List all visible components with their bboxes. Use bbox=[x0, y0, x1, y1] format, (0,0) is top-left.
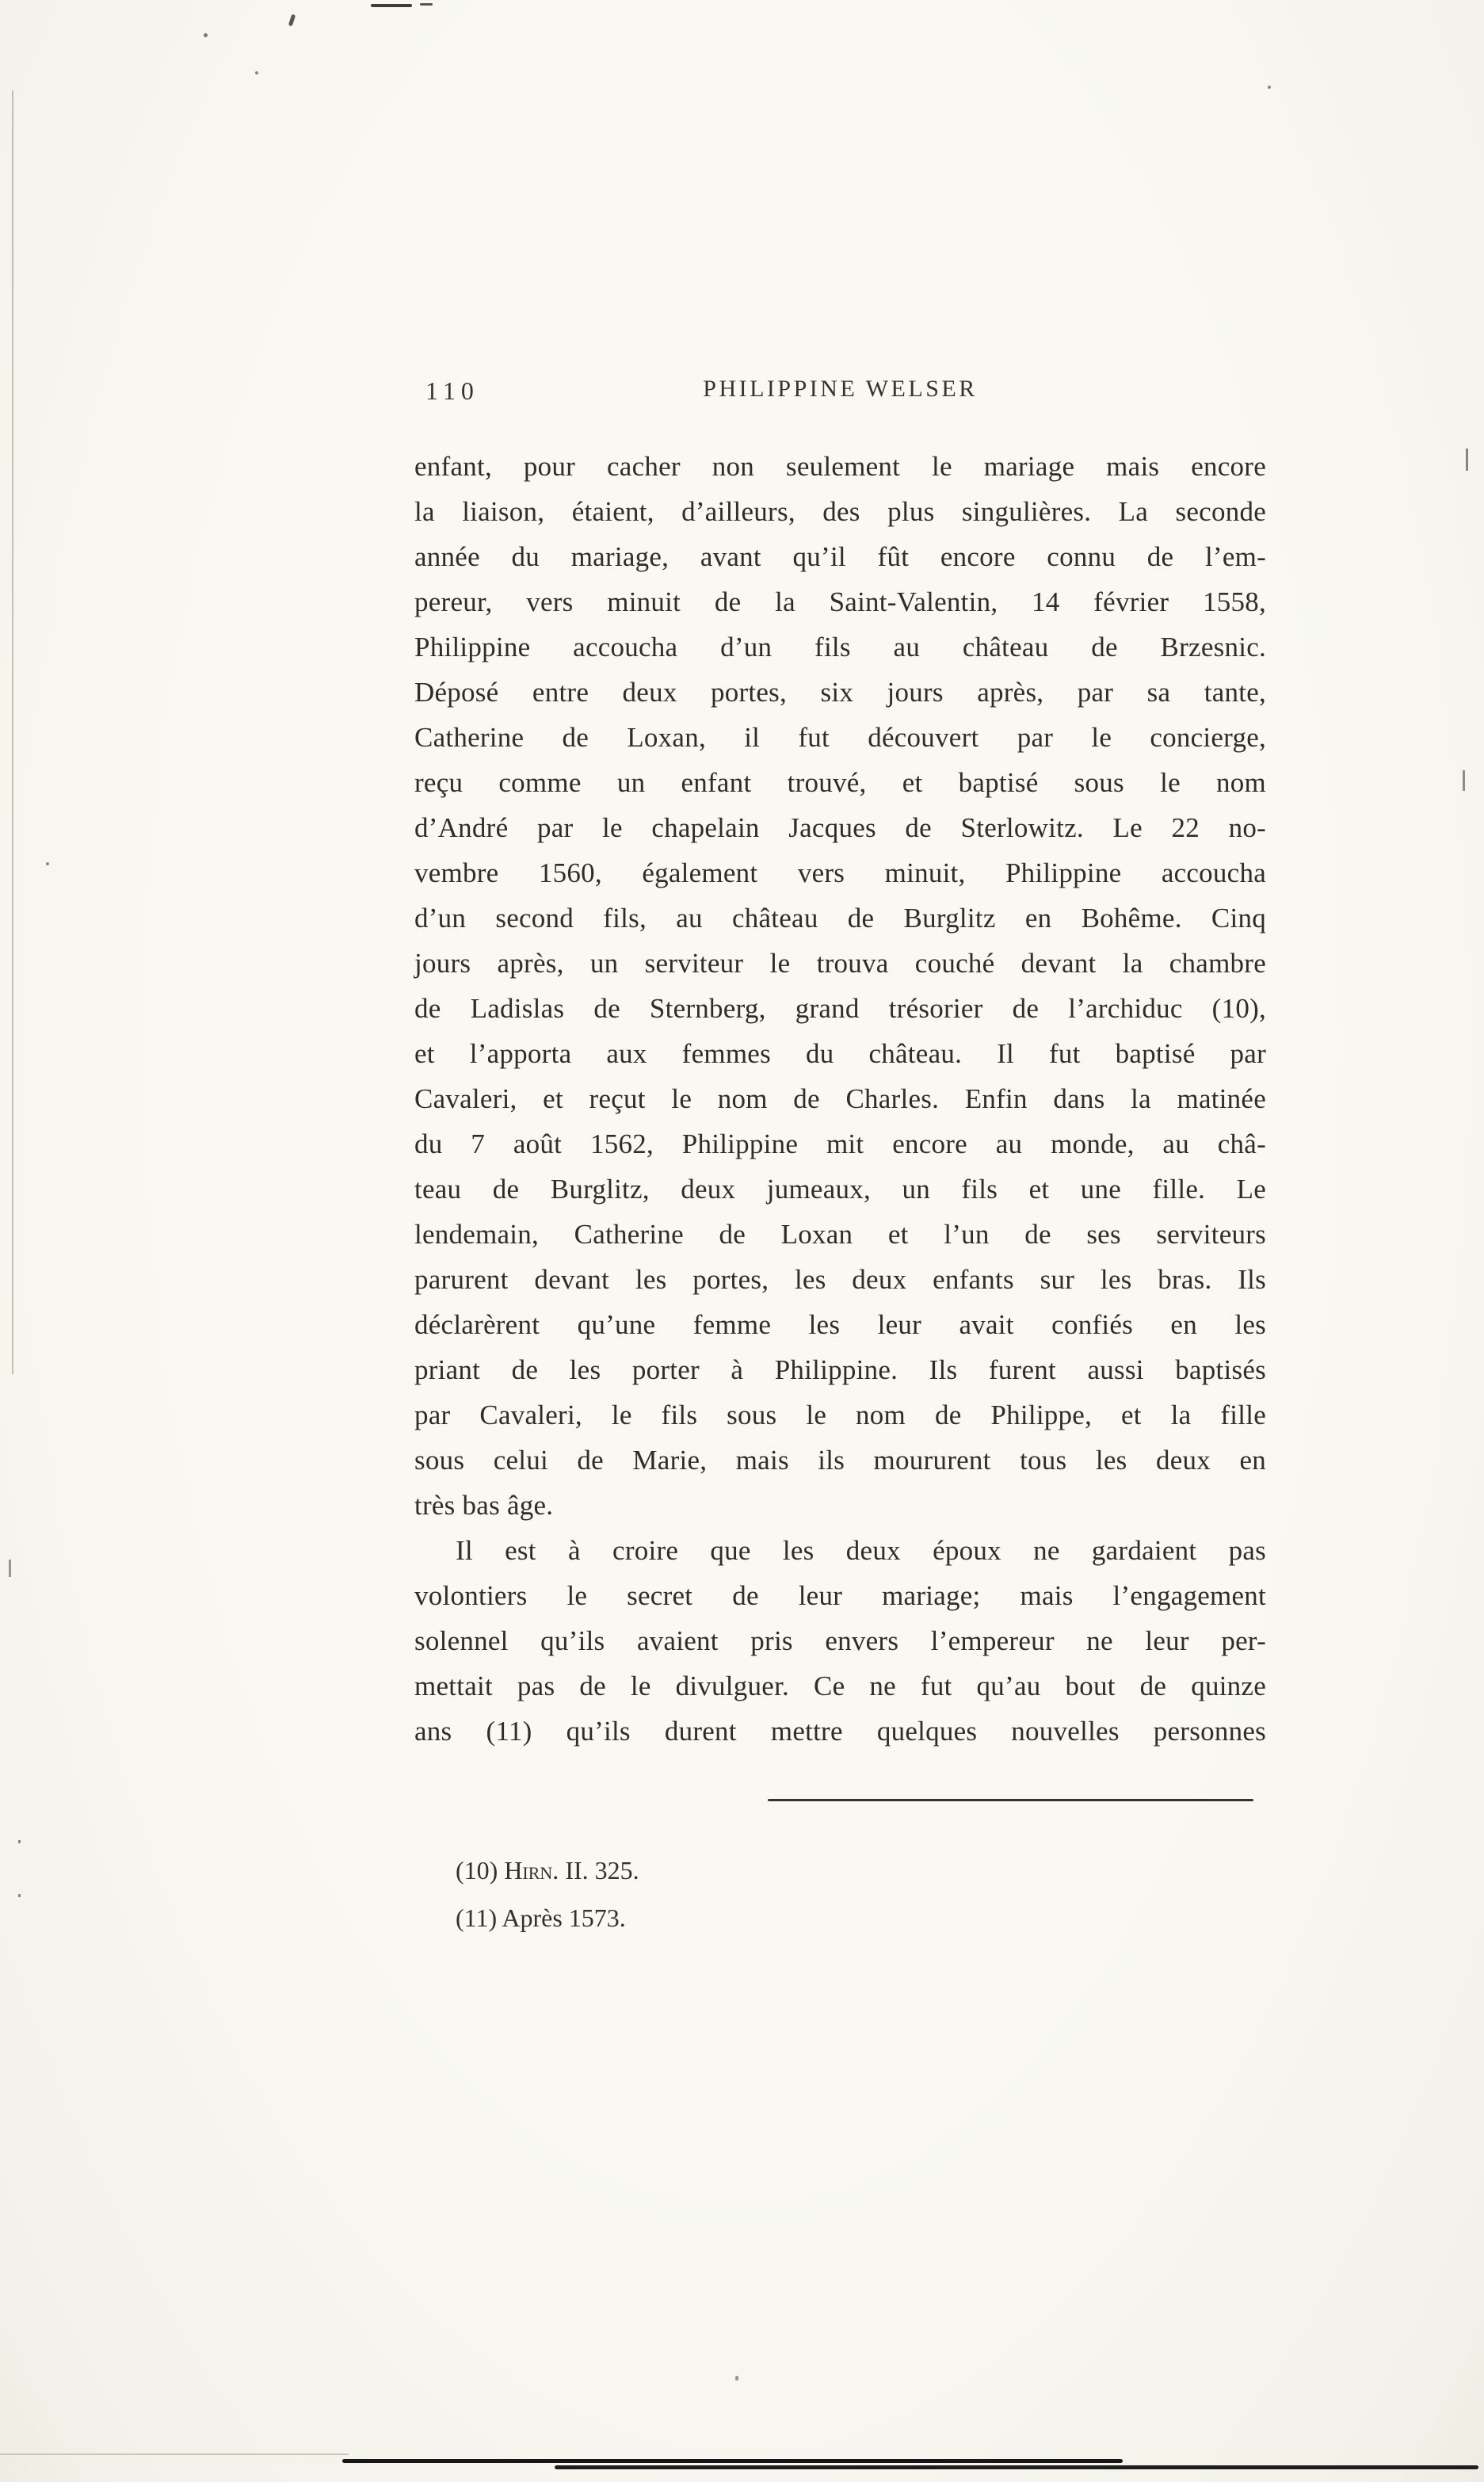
footnote-10 bbox=[456, 1846, 639, 1894]
scan-artifact-dot bbox=[18, 1840, 21, 1843]
scan-artifact-dot bbox=[46, 862, 49, 865]
scan-artifact-dot bbox=[18, 1894, 21, 1897]
running-header bbox=[414, 374, 1266, 410]
scan-artifact-left-line bbox=[12, 90, 13, 1374]
scan-artifact-top-dash-2 bbox=[420, 3, 433, 6]
body-line: Catherine de Loxan, il fut découvert par le concierge, bbox=[414, 722, 1266, 753]
body-line-paragraph-start: Il est à croire que les deux époux ne gardaient pas bbox=[456, 1535, 1266, 1566]
body-line: Cavaleri, et reçut le nom de Charles. Enfin dans la matinée bbox=[414, 1083, 1266, 1114]
body-line: très bas âge. bbox=[414, 1490, 554, 1521]
scan-artifact-tick bbox=[1463, 770, 1465, 791]
footnotes bbox=[456, 1846, 639, 1942]
scan-artifact-faint-line bbox=[0, 2453, 349, 2455]
scan-artifact-tick bbox=[9, 1560, 11, 1577]
footnote-marker: (11) bbox=[456, 1904, 498, 1932]
body-line: mettait pas de le divulguer. Ce ne fut qu’au bout de quinze bbox=[414, 1671, 1266, 1701]
body-line: déclarèrent qu’une femme les leur avait confiés en les bbox=[414, 1309, 1266, 1340]
body-line: parurent devant les portes, les deux enfants sur les bras. Ils bbox=[414, 1264, 1266, 1295]
body-line: enfant, pour cacher non seulement le mariage mais encore bbox=[414, 451, 1266, 482]
body-line: et l’apporta aux femmes du château. Il fut baptisé par bbox=[414, 1038, 1266, 1069]
body-line: sous celui de Marie, mais ils moururent tous les deux en bbox=[414, 1445, 1266, 1476]
body-line: d’André par le chapelain Jacques de Sterlowitz. Le 22 no- bbox=[414, 812, 1266, 843]
scan-artifact-dot bbox=[735, 2376, 738, 2381]
running-title: PHILIPPINE WELSER bbox=[703, 376, 978, 402]
footnote-marker: (10) bbox=[456, 1856, 498, 1884]
body-line: solennel qu’ils avaient pris envers l’empereur ne leur per- bbox=[414, 1625, 1266, 1656]
page-number: 110 bbox=[425, 376, 479, 405]
body-line: priant de les porter à Philippine. Ils furent aussi baptisés bbox=[414, 1354, 1266, 1385]
scan-artifact-speck bbox=[288, 14, 296, 27]
scan-artifact-bottom-line bbox=[342, 2459, 1123, 2463]
body-text bbox=[414, 444, 1266, 1754]
body-line: année du mariage, avant qu’il fût encore connu de l’em- bbox=[414, 541, 1266, 572]
footnote-11 bbox=[456, 1894, 639, 1942]
body-line: ans (11) qu’ils durent mettre quelques nouvelles personnes bbox=[414, 1716, 1266, 1747]
scan-artifact-tick bbox=[1466, 449, 1468, 471]
footnote-text: II. 325. bbox=[565, 1856, 639, 1884]
body-line: la liaison, étaient, d’ailleurs, des plus singulières. La seconde bbox=[414, 496, 1266, 527]
body-line: pereur, vers minuit de la Saint-Valentin, 14 février 1558, bbox=[414, 586, 1266, 617]
scan-artifact-dot bbox=[255, 71, 258, 74]
body-line: lendemain, Catherine de Loxan et l’un de ses serviteurs bbox=[414, 1219, 1266, 1250]
body-line: teau de Burglitz, deux jumeaux, un fils et une fille. Le bbox=[414, 1174, 1266, 1205]
footnote-citation-name: Hirn. bbox=[504, 1856, 559, 1884]
body-line: vembre 1560, également vers minuit, Philippine accoucha bbox=[414, 857, 1266, 888]
body-line: jours après, un serviteur le trouva couché devant la chambre bbox=[414, 948, 1266, 979]
body-line: Philippine accoucha d’un fils au château de Brzesnic. bbox=[414, 632, 1266, 663]
body-line: reçu comme un enfant trouvé, et baptisé sous le nom bbox=[414, 767, 1266, 798]
body-line: volontiers le secret de leur mariage; mais l’engagement bbox=[414, 1580, 1266, 1611]
footnote-text: Après 1573. bbox=[502, 1904, 626, 1932]
body-line: d’un second fils, au château de Burglitz en Bohême. Cinq bbox=[414, 903, 1266, 934]
footnote-separator-rule bbox=[768, 1799, 1253, 1801]
scan-artifact-top-dash bbox=[371, 4, 412, 7]
body-line: par Cavaleri, le fils sous le nom de Philippe, et la fille bbox=[414, 1399, 1266, 1430]
scan-artifact-dot bbox=[1268, 86, 1271, 89]
body-line: Déposé entre deux portes, six jours après, par sa tante, bbox=[414, 677, 1266, 708]
body-line: du 7 août 1562, Philippine mit encore au monde, au châ- bbox=[414, 1128, 1266, 1159]
body-line: de Ladislas de Sternberg, grand trésorier de l’archiduc (10), bbox=[414, 993, 1266, 1024]
scan-artifact-bottom-line bbox=[555, 2465, 1478, 2469]
scan-artifact-dot bbox=[204, 33, 208, 37]
